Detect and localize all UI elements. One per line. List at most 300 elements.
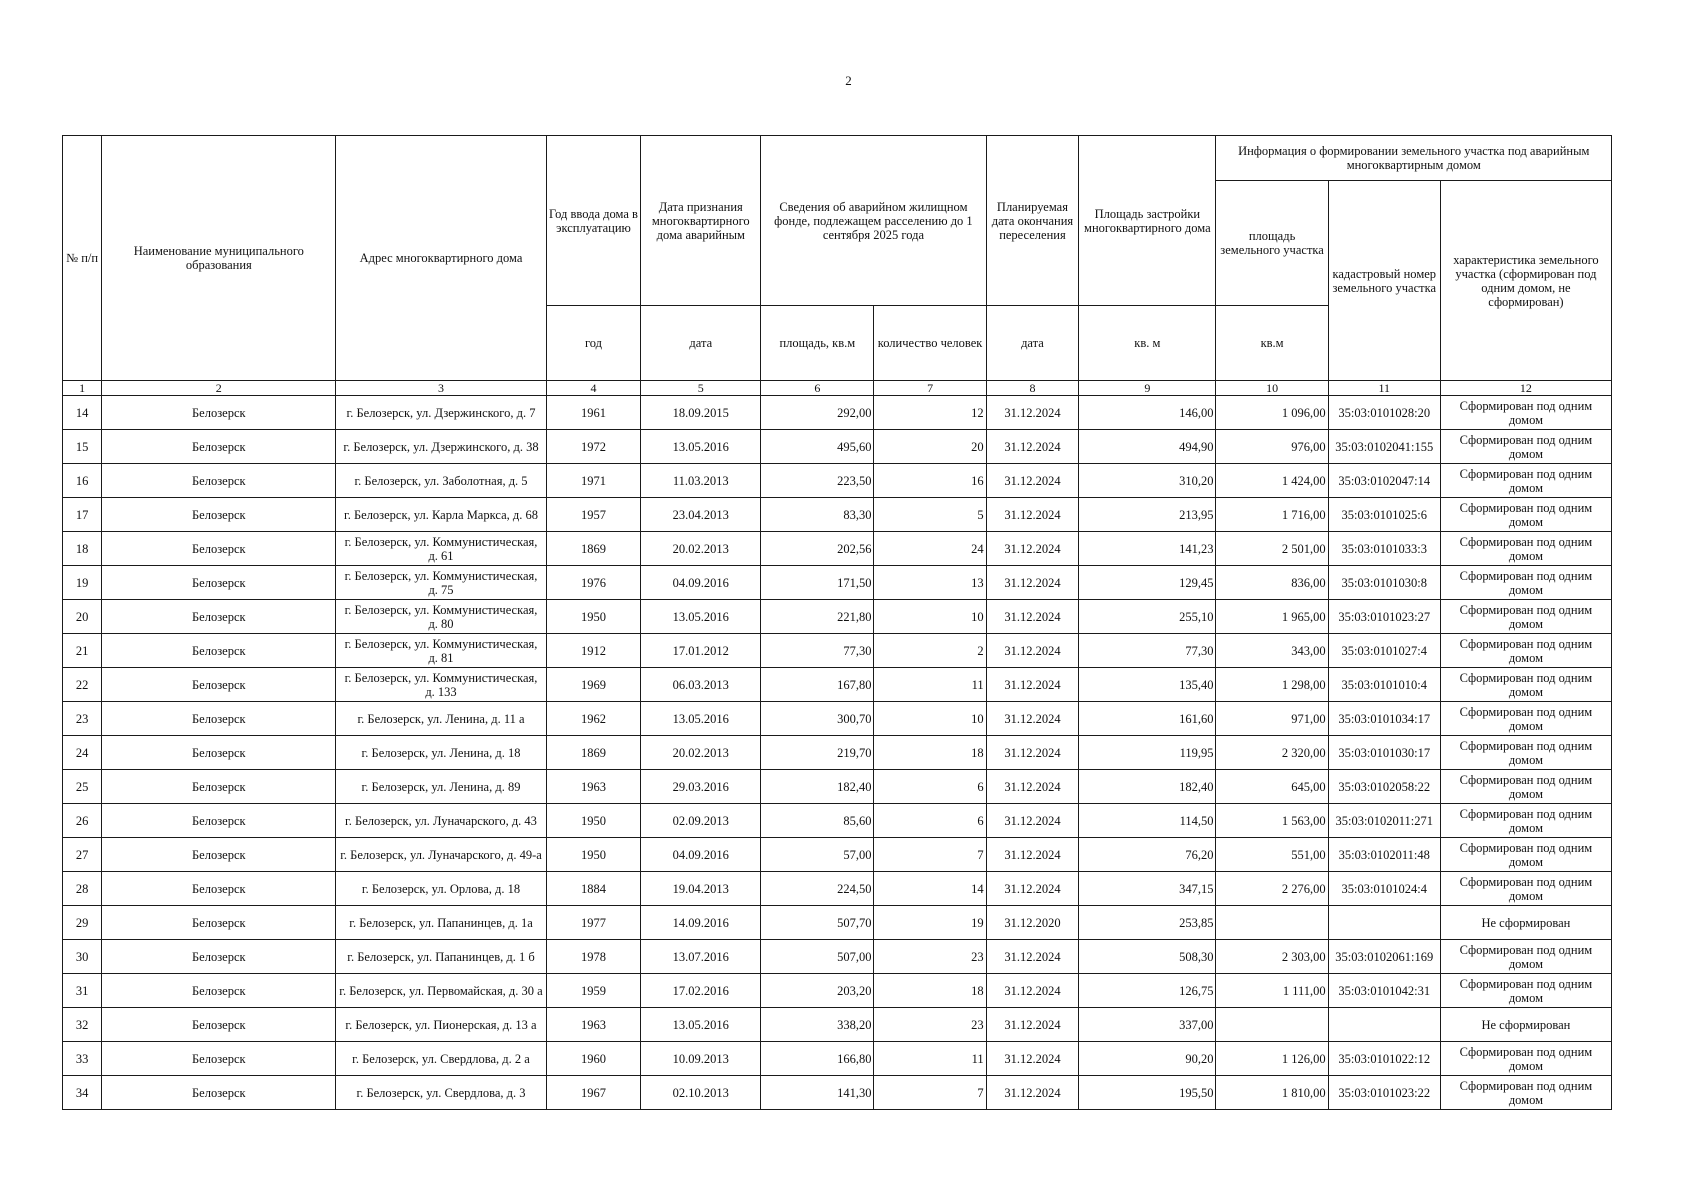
table-row — [63, 906, 1612, 940]
land-characteristic-cell: Сформирован под одним домом — [1440, 872, 1611, 906]
people-count-cell: 6 — [874, 804, 986, 838]
people-count-cell: 7 — [874, 1076, 986, 1110]
build-area-cell: 146,00 — [1079, 396, 1216, 430]
recognized-date-cell: 20.02.2013 — [641, 736, 761, 770]
municipality-cell: Белозерск — [102, 634, 336, 668]
cadastral-number-cell: 35:03:0101022:12 — [1328, 1042, 1440, 1076]
land-characteristic-cell: Сформирован под одним домом — [1440, 566, 1611, 600]
column-number-cell: 2 — [102, 381, 336, 396]
land-area-cell: 2 320,00 — [1216, 736, 1328, 770]
fund-area-cell: 202,56 — [761, 532, 874, 566]
people-count-cell: 23 — [874, 1008, 986, 1042]
year-built-cell: 1972 — [546, 430, 641, 464]
column-number-cell: 3 — [336, 381, 546, 396]
build-area-cell: 253,85 — [1079, 906, 1216, 940]
address-cell: г. Белозерск, ул. Карла Маркса, д. 68 — [336, 498, 546, 532]
cadastral-number-cell: 35:03:0101034:17 — [1328, 702, 1440, 736]
table-body — [63, 396, 1612, 1110]
year-built-cell: 1950 — [546, 804, 641, 838]
header-municipality: Наименование муниципального образования — [102, 136, 336, 381]
column-number-cell: 7 — [874, 381, 986, 396]
municipality-cell: Белозерск — [102, 838, 336, 872]
planned-end-cell: 31.12.2024 — [986, 430, 1079, 464]
land-area-cell: 1 111,00 — [1216, 974, 1328, 1008]
land-characteristic-cell: Сформирован под одним домом — [1440, 770, 1611, 804]
municipality-cell: Белозерск — [102, 736, 336, 770]
land-area-cell: 976,00 — [1216, 430, 1328, 464]
recognized-date-cell: 13.05.2016 — [641, 430, 761, 464]
build-area-cell: 347,15 — [1079, 872, 1216, 906]
cadastral-number-cell: 35:03:0101024:4 — [1328, 872, 1440, 906]
row-number: 27 — [63, 838, 102, 872]
land-characteristic-cell: Сформирован под одним домом — [1440, 498, 1611, 532]
build-area-cell: 213,95 — [1079, 498, 1216, 532]
people-count-cell: 10 — [874, 702, 986, 736]
cadastral-number-cell: 35:03:0101030:8 — [1328, 566, 1440, 600]
column-number-cell: 12 — [1440, 381, 1611, 396]
table-row — [63, 1076, 1612, 1110]
land-characteristic-cell: Сформирован под одним домом — [1440, 532, 1611, 566]
planned-end-cell: 31.12.2024 — [986, 1076, 1079, 1110]
people-count-cell: 6 — [874, 770, 986, 804]
build-area-cell: 508,30 — [1079, 940, 1216, 974]
year-built-cell: 1976 — [546, 566, 641, 600]
address-cell: г. Белозерск, ул. Коммунистическая, д. 80 — [336, 600, 546, 634]
planned-end-cell: 31.12.2024 — [986, 464, 1079, 498]
cadastral-number-cell: 35:03:0102011:48 — [1328, 838, 1440, 872]
municipality-cell: Белозерск — [102, 668, 336, 702]
build-area-cell: 337,00 — [1079, 1008, 1216, 1042]
cadastral-number-cell: 35:03:0101023:22 — [1328, 1076, 1440, 1110]
row-number: 29 — [63, 906, 102, 940]
cadastral-number-cell: 35:03:0101027:4 — [1328, 634, 1440, 668]
people-count-cell: 12 — [874, 396, 986, 430]
build-area-cell: 90,20 — [1079, 1042, 1216, 1076]
emergency-housing-table — [62, 135, 1612, 1110]
fund-area-cell: 507,70 — [761, 906, 874, 940]
year-built-cell: 1912 — [546, 634, 641, 668]
land-characteristic-cell: Сформирован под одним домом — [1440, 396, 1611, 430]
municipality-cell: Белозерск — [102, 1042, 336, 1076]
planned-end-cell: 31.12.2024 — [986, 532, 1079, 566]
recognized-date-cell: 18.09.2015 — [641, 396, 761, 430]
land-area-cell: 1 298,00 — [1216, 668, 1328, 702]
table-row — [63, 566, 1612, 600]
people-count-cell: 16 — [874, 464, 986, 498]
row-number: 15 — [63, 430, 102, 464]
table-row — [63, 668, 1612, 702]
year-built-cell: 1959 — [546, 974, 641, 1008]
land-area-cell: 1 810,00 — [1216, 1076, 1328, 1110]
build-area-cell: 114,50 — [1079, 804, 1216, 838]
build-area-cell: 119,95 — [1079, 736, 1216, 770]
land-characteristic-cell: Сформирован под одним домом — [1440, 702, 1611, 736]
address-cell: г. Белозерск, ул. Коммунистическая, д. 81 — [336, 634, 546, 668]
land-characteristic-cell: Сформирован под одним домом — [1440, 634, 1611, 668]
municipality-cell: Белозерск — [102, 532, 336, 566]
row-number: 31 — [63, 974, 102, 1008]
year-built-cell: 1961 — [546, 396, 641, 430]
table-row — [63, 872, 1612, 906]
fund-area-cell: 83,30 — [761, 498, 874, 532]
table-row — [63, 702, 1612, 736]
cadastral-number-cell: 35:03:0101028:20 — [1328, 396, 1440, 430]
people-count-cell: 24 — [874, 532, 986, 566]
row-number: 34 — [63, 1076, 102, 1110]
header-land-area: площадь земельного участка — [1216, 181, 1328, 306]
land-characteristic-cell: Сформирован под одним домом — [1440, 1076, 1611, 1110]
land-characteristic-cell: Сформирован под одним домом — [1440, 838, 1611, 872]
land-area-cell: 2 501,00 — [1216, 532, 1328, 566]
row-number: 19 — [63, 566, 102, 600]
municipality-cell: Белозерск — [102, 430, 336, 464]
header-build-area: Площадь застройки многоквартирного дома — [1079, 136, 1216, 306]
table-row — [63, 838, 1612, 872]
year-built-cell: 1884 — [546, 872, 641, 906]
column-number-cell: 4 — [546, 381, 641, 396]
address-cell: г. Белозерск, ул. Коммунистическая, д. 133 — [336, 668, 546, 702]
fund-area-cell: 77,30 — [761, 634, 874, 668]
header-unit-date2: дата — [986, 306, 1079, 381]
land-area-cell: 1 126,00 — [1216, 1042, 1328, 1076]
fund-area-cell: 141,30 — [761, 1076, 874, 1110]
planned-end-cell: 31.12.2024 — [986, 566, 1079, 600]
land-area-cell: 645,00 — [1216, 770, 1328, 804]
fund-area-cell: 292,00 — [761, 396, 874, 430]
recognized-date-cell: 02.10.2013 — [641, 1076, 761, 1110]
row-number: 17 — [63, 498, 102, 532]
recognized-date-cell: 13.05.2016 — [641, 600, 761, 634]
address-cell: г. Белозерск, ул. Орлова, д. 18 — [336, 872, 546, 906]
address-cell: г. Белозерск, ул. Коммунистическая, д. 61 — [336, 532, 546, 566]
fund-area-cell: 203,20 — [761, 974, 874, 1008]
year-built-cell: 1969 — [546, 668, 641, 702]
recognized-date-cell: 13.05.2016 — [641, 702, 761, 736]
planned-end-cell: 31.12.2024 — [986, 668, 1079, 702]
land-characteristic-cell: Сформирован под одним домом — [1440, 940, 1611, 974]
recognized-date-cell: 23.04.2013 — [641, 498, 761, 532]
land-area-cell: 971,00 — [1216, 702, 1328, 736]
land-area-cell: 1 424,00 — [1216, 464, 1328, 498]
people-count-cell: 5 — [874, 498, 986, 532]
table-row — [63, 532, 1612, 566]
row-number: 22 — [63, 668, 102, 702]
recognized-date-cell: 04.09.2016 — [641, 566, 761, 600]
people-count-cell: 14 — [874, 872, 986, 906]
cadastral-number-cell: 35:03:0102047:14 — [1328, 464, 1440, 498]
municipality-cell: Белозерск — [102, 1008, 336, 1042]
land-characteristic-cell: Сформирован под одним домом — [1440, 668, 1611, 702]
build-area-cell: 494,90 — [1079, 430, 1216, 464]
land-area-cell: 1 716,00 — [1216, 498, 1328, 532]
people-count-cell: 18 — [874, 736, 986, 770]
year-built-cell: 1962 — [546, 702, 641, 736]
row-number: 18 — [63, 532, 102, 566]
year-built-cell: 1950 — [546, 600, 641, 634]
column-number-cell: 11 — [1328, 381, 1440, 396]
land-area-cell: 551,00 — [1216, 838, 1328, 872]
fund-area-cell: 221,80 — [761, 600, 874, 634]
table-row — [63, 770, 1612, 804]
year-built-cell: 1971 — [546, 464, 641, 498]
address-cell: г. Белозерск, ул. Пионерская, д. 13 а — [336, 1008, 546, 1042]
planned-end-cell: 31.12.2024 — [986, 940, 1079, 974]
fund-area-cell: 224,50 — [761, 872, 874, 906]
row-number: 24 — [63, 736, 102, 770]
recognized-date-cell: 10.09.2013 — [641, 1042, 761, 1076]
land-area-cell: 343,00 — [1216, 634, 1328, 668]
row-number: 25 — [63, 770, 102, 804]
year-built-cell: 1963 — [546, 1008, 641, 1042]
header-unit-people: количество человек — [874, 306, 986, 381]
cadastral-number-cell — [1328, 906, 1440, 940]
build-area-cell: 77,30 — [1079, 634, 1216, 668]
row-number: 30 — [63, 940, 102, 974]
fund-area-cell: 338,20 — [761, 1008, 874, 1042]
people-count-cell: 7 — [874, 838, 986, 872]
year-built-cell: 1957 — [546, 498, 641, 532]
municipality-cell: Белозерск — [102, 872, 336, 906]
recognized-date-cell: 11.03.2013 — [641, 464, 761, 498]
header-unit-sqm: кв. м — [1079, 306, 1216, 381]
fund-area-cell: 223,50 — [761, 464, 874, 498]
address-cell: г. Белозерск, ул. Ленина, д. 11 а — [336, 702, 546, 736]
header-land-info: Информация о формировании земельного участка под аварийным многоквартирным домом — [1216, 136, 1612, 181]
recognized-date-cell: 17.01.2012 — [641, 634, 761, 668]
municipality-cell: Белозерск — [102, 770, 336, 804]
build-area-cell: 126,75 — [1079, 974, 1216, 1008]
header-year-built: Год ввода дома в эксплуатацию — [546, 136, 641, 306]
planned-end-cell: 31.12.2024 — [986, 974, 1079, 1008]
recognized-date-cell: 13.05.2016 — [641, 1008, 761, 1042]
planned-end-cell: 31.12.2024 — [986, 498, 1079, 532]
header-fund-info: Сведения об аварийном жилищном фонде, подлежащем расселению до 1 сентября 2025 года — [761, 136, 986, 306]
page-number: 2 — [845, 73, 852, 88]
planned-end-cell: 31.12.2024 — [986, 736, 1079, 770]
address-cell: г. Белозерск, ул. Дзержинского, д. 7 — [336, 396, 546, 430]
land-characteristic-cell: Не сформирован — [1440, 1008, 1611, 1042]
table-row — [63, 736, 1612, 770]
planned-end-cell: 31.12.2024 — [986, 634, 1079, 668]
row-number: 14 — [63, 396, 102, 430]
recognized-date-cell: 17.02.2016 — [641, 974, 761, 1008]
address-cell: г. Белозерск, ул. Коммунистическая, д. 75 — [336, 566, 546, 600]
year-built-cell: 1950 — [546, 838, 641, 872]
address-cell: г. Белозерск, ул. Луначарского, д. 43 — [336, 804, 546, 838]
table-row — [63, 464, 1612, 498]
people-count-cell: 11 — [874, 668, 986, 702]
municipality-cell: Белозерск — [102, 804, 336, 838]
fund-area-cell: 85,60 — [761, 804, 874, 838]
land-area-cell: 1 965,00 — [1216, 600, 1328, 634]
row-number: 32 — [63, 1008, 102, 1042]
row-number: 23 — [63, 702, 102, 736]
land-area-cell: 836,00 — [1216, 566, 1328, 600]
build-area-cell: 182,40 — [1079, 770, 1216, 804]
year-built-cell: 1869 — [546, 736, 641, 770]
land-area-cell: 1 096,00 — [1216, 396, 1328, 430]
land-characteristic-cell: Не сформирован — [1440, 906, 1611, 940]
build-area-cell: 161,60 — [1079, 702, 1216, 736]
column-number-cell: 5 — [641, 381, 761, 396]
header-num: № п/п — [63, 136, 102, 381]
recognized-date-cell: 04.09.2016 — [641, 838, 761, 872]
recognized-date-cell: 19.04.2013 — [641, 872, 761, 906]
table-row — [63, 1042, 1612, 1076]
header-unit-year: год — [546, 306, 641, 381]
row-number: 26 — [63, 804, 102, 838]
planned-end-cell: 31.12.2020 — [986, 906, 1079, 940]
municipality-cell: Белозерск — [102, 600, 336, 634]
municipality-cell: Белозерск — [102, 940, 336, 974]
address-cell: г. Белозерск, ул. Первомайская, д. 30 а — [336, 974, 546, 1008]
planned-end-cell: 31.12.2024 — [986, 1008, 1079, 1042]
municipality-cell: Белозерск — [102, 396, 336, 430]
recognized-date-cell: 20.02.2013 — [641, 532, 761, 566]
people-count-cell: 13 — [874, 566, 986, 600]
municipality-cell: Белозерск — [102, 906, 336, 940]
cadastral-number-cell: 35:03:0102041:155 — [1328, 430, 1440, 464]
header-unit-sqm2: кв.м — [1216, 306, 1328, 381]
fund-area-cell: 507,00 — [761, 940, 874, 974]
address-cell: г. Белозерск, ул. Свердлова, д. 3 — [336, 1076, 546, 1110]
table-row — [63, 634, 1612, 668]
address-cell: г. Белозерск, ул. Свердлова, д. 2 а — [336, 1042, 546, 1076]
table-row — [63, 804, 1612, 838]
land-characteristic-cell: Сформирован под одним домом — [1440, 464, 1611, 498]
build-area-cell: 195,50 — [1079, 1076, 1216, 1110]
address-cell: г. Белозерск, ул. Луначарского, д. 49-а — [336, 838, 546, 872]
table-row — [63, 1008, 1612, 1042]
year-built-cell: 1963 — [546, 770, 641, 804]
table-row — [63, 498, 1612, 532]
row-number: 21 — [63, 634, 102, 668]
cadastral-number-cell: 35:03:0101030:17 — [1328, 736, 1440, 770]
header-address: Адрес многоквартирного дома — [336, 136, 546, 381]
recognized-date-cell: 29.03.2016 — [641, 770, 761, 804]
header-unit-date: дата — [641, 306, 761, 381]
people-count-cell: 19 — [874, 906, 986, 940]
municipality-cell: Белозерск — [102, 498, 336, 532]
land-characteristic-cell: Сформирован под одним домом — [1440, 974, 1611, 1008]
table-row — [63, 974, 1612, 1008]
municipality-cell: Белозерск — [102, 566, 336, 600]
land-characteristic-cell: Сформирован под одним домом — [1440, 600, 1611, 634]
address-cell: г. Белозерск, ул. Ленина, д. 89 — [336, 770, 546, 804]
table-row — [63, 396, 1612, 430]
people-count-cell: 11 — [874, 1042, 986, 1076]
fund-area-cell: 495,60 — [761, 430, 874, 464]
cadastral-number-cell: 35:03:0101023:27 — [1328, 600, 1440, 634]
fund-area-cell: 171,50 — [761, 566, 874, 600]
column-number-cell: 9 — [1079, 381, 1216, 396]
row-number: 28 — [63, 872, 102, 906]
planned-end-cell: 31.12.2024 — [986, 396, 1079, 430]
build-area-cell: 129,45 — [1079, 566, 1216, 600]
fund-area-cell: 300,70 — [761, 702, 874, 736]
fund-area-cell: 219,70 — [761, 736, 874, 770]
table-row — [63, 940, 1612, 974]
address-cell: г. Белозерск, ул. Папанинцев, д. 1а — [336, 906, 546, 940]
recognized-date-cell: 06.03.2013 — [641, 668, 761, 702]
cadastral-number-cell — [1328, 1008, 1440, 1042]
cadastral-number-cell: 35:03:0101025:6 — [1328, 498, 1440, 532]
municipality-cell: Белозерск — [102, 464, 336, 498]
fund-area-cell: 57,00 — [761, 838, 874, 872]
row-number: 33 — [63, 1042, 102, 1076]
recognized-date-cell: 13.07.2016 — [641, 940, 761, 974]
column-number-cell: 6 — [761, 381, 874, 396]
planned-end-cell: 31.12.2024 — [986, 702, 1079, 736]
year-built-cell: 1960 — [546, 1042, 641, 1076]
fund-area-cell: 166,80 — [761, 1042, 874, 1076]
header-unit-area: площадь, кв.м — [761, 306, 874, 381]
build-area-cell: 255,10 — [1079, 600, 1216, 634]
build-area-cell: 141,23 — [1079, 532, 1216, 566]
column-number-cell: 8 — [986, 381, 1079, 396]
people-count-cell: 10 — [874, 600, 986, 634]
cadastral-number-cell: 35:03:0102011:271 — [1328, 804, 1440, 838]
fund-area-cell: 167,80 — [761, 668, 874, 702]
recognized-date-cell: 02.09.2013 — [641, 804, 761, 838]
address-cell: г. Белозерск, ул. Заболотная, д. 5 — [336, 464, 546, 498]
header-recognized-date: Дата признания многоквартирного дома аварийным — [641, 136, 761, 306]
header-cadastral: кадастровый номер земельного участка — [1328, 181, 1440, 381]
land-characteristic-cell: Сформирован под одним домом — [1440, 736, 1611, 770]
land-characteristic-cell: Сформирован под одним домом — [1440, 1042, 1611, 1076]
build-area-cell: 135,40 — [1079, 668, 1216, 702]
land-area-cell: 1 563,00 — [1216, 804, 1328, 838]
row-number: 20 — [63, 600, 102, 634]
people-count-cell: 18 — [874, 974, 986, 1008]
land-characteristic-cell: Сформирован под одним домом — [1440, 430, 1611, 464]
build-area-cell: 310,20 — [1079, 464, 1216, 498]
year-built-cell: 1977 — [546, 906, 641, 940]
column-numbers-row — [63, 381, 1612, 396]
people-count-cell: 20 — [874, 430, 986, 464]
cadastral-number-cell: 35:03:0101010:4 — [1328, 668, 1440, 702]
fund-area-cell: 182,40 — [761, 770, 874, 804]
planned-end-cell: 31.12.2024 — [986, 600, 1079, 634]
address-cell: г. Белозерск, ул. Ленина, д. 18 — [336, 736, 546, 770]
people-count-cell: 23 — [874, 940, 986, 974]
recognized-date-cell: 14.09.2016 — [641, 906, 761, 940]
land-area-cell: 2 303,00 — [1216, 940, 1328, 974]
address-cell: г. Белозерск, ул. Дзержинского, д. 38 — [336, 430, 546, 464]
municipality-cell: Белозерск — [102, 974, 336, 1008]
planned-end-cell: 31.12.2024 — [986, 1042, 1079, 1076]
column-number-cell: 1 — [63, 381, 102, 396]
cadastral-number-cell: 35:03:0102061:169 — [1328, 940, 1440, 974]
planned-end-cell: 31.12.2024 — [986, 770, 1079, 804]
year-built-cell: 1967 — [546, 1076, 641, 1110]
table-row — [63, 600, 1612, 634]
people-count-cell: 2 — [874, 634, 986, 668]
cadastral-number-cell: 35:03:0101042:31 — [1328, 974, 1440, 1008]
land-characteristic-cell: Сформирован под одним домом — [1440, 804, 1611, 838]
cadastral-number-cell: 35:03:0102058:22 — [1328, 770, 1440, 804]
table-row — [63, 430, 1612, 464]
cadastral-number-cell: 35:03:0101033:3 — [1328, 532, 1440, 566]
build-area-cell: 76,20 — [1079, 838, 1216, 872]
column-number-cell: 10 — [1216, 381, 1328, 396]
land-area-cell: 2 276,00 — [1216, 872, 1328, 906]
land-area-cell — [1216, 906, 1328, 940]
land-area-cell — [1216, 1008, 1328, 1042]
planned-end-cell: 31.12.2024 — [986, 872, 1079, 906]
header-planned-end: Планируемая дата окончания переселения — [986, 136, 1079, 306]
address-cell: г. Белозерск, ул. Папанинцев, д. 1 б — [336, 940, 546, 974]
